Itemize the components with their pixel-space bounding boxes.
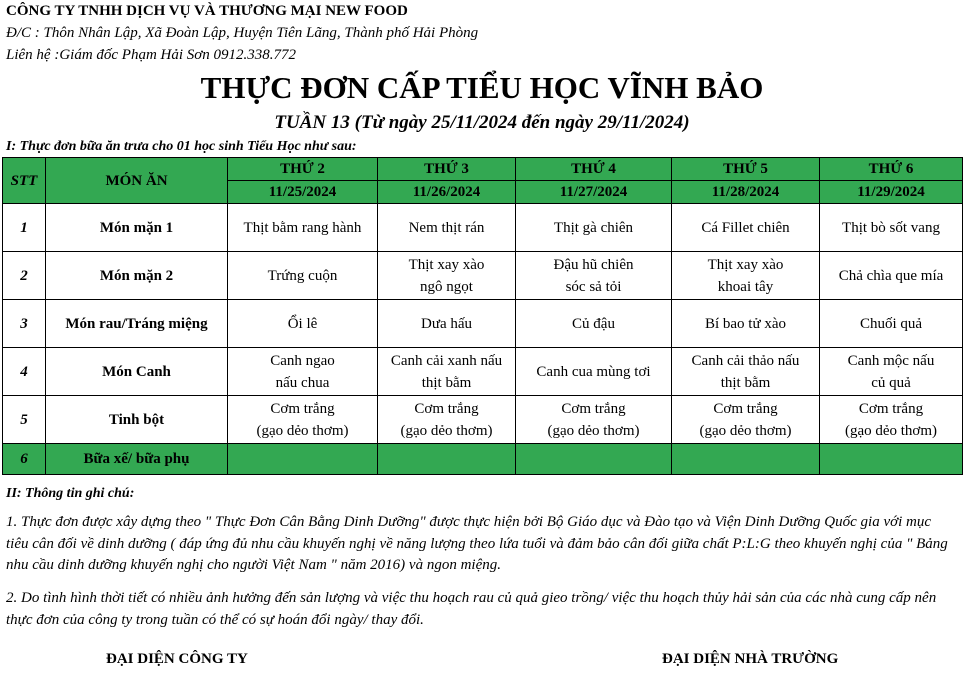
note-paragraph: 2. Do tình hình thời tiết có nhiều ảnh hưởng đến sản lượng và việc thu hoạch rau củ quả gieo trồng/ việc thu hoạch thủy hải sản của các nhà cung cấp nên thực đơn của công ty trong tuần có thể có sự hoán đổi ngày/ thay đổi. bbox=[6, 590, 937, 628]
menu-cell: Cơm trắng (gạo dẻo thơm) bbox=[516, 396, 672, 444]
menu-cell: Cá Fillet chiên bbox=[672, 204, 820, 252]
menu-cell: Đậu hũ chiên sóc sả tỏi bbox=[516, 252, 672, 300]
signature-company: ĐẠI DIỆN CÔNG TY bbox=[106, 651, 248, 667]
company-name: CÔNG TY TNHH DỊCH VỤ VÀ THƯƠNG MẠI NEW FOOD bbox=[6, 3, 408, 19]
menu-cell: Nem thịt rán bbox=[378, 204, 516, 252]
menu-cell: Thịt gà chiên bbox=[516, 204, 672, 252]
menu-cell: Trứng cuộn bbox=[228, 252, 378, 300]
table-row bbox=[3, 204, 963, 252]
menu-cell bbox=[228, 444, 378, 475]
menu-cell: Chuối quả bbox=[820, 300, 963, 348]
day-header: THỨ 3 bbox=[378, 158, 516, 181]
dish-category: Món rau/Tráng miệng bbox=[46, 300, 228, 348]
company-contact: Liên hệ :Giám đốc Phạm Hải Sơn 0912.338.772 bbox=[6, 47, 297, 63]
dish-category: Món Canh bbox=[46, 348, 228, 396]
dish-header: MÓN ĂN bbox=[46, 158, 228, 204]
menu-cell: Chả chìa que mía bbox=[820, 252, 963, 300]
row-number: 4 bbox=[3, 348, 46, 396]
menu-cell: Thịt xay xào khoai tây bbox=[672, 252, 820, 300]
menu-cell: Dưa hấu bbox=[378, 300, 516, 348]
day-header: THỨ 4 bbox=[516, 158, 672, 181]
section-heading-menu: I: Thực đơn bữa ăn trưa cho 01 học sinh Tiểu Học như sau: bbox=[6, 139, 357, 154]
menu-cell: Thịt bò sốt vang bbox=[820, 204, 963, 252]
signature-school: ĐẠI DIỆN NHÀ TRƯỜNG bbox=[662, 651, 839, 667]
menu-cell: Canh cải xanh nấu thịt bằm bbox=[378, 348, 516, 396]
table-row bbox=[3, 444, 963, 475]
menu-cell: Cơm trắng (gạo dẻo thơm) bbox=[820, 396, 963, 444]
menu-cell bbox=[378, 444, 516, 475]
row-number: 2 bbox=[3, 252, 46, 300]
stt-header: STT bbox=[3, 158, 46, 204]
menu-table bbox=[2, 157, 963, 475]
day-header: THỨ 6 bbox=[820, 158, 963, 181]
menu-cell: Cơm trắng (gạo dẻo thơm) bbox=[378, 396, 516, 444]
dish-category: Tinh bột bbox=[46, 396, 228, 444]
menu-cell bbox=[516, 444, 672, 475]
row-number: 5 bbox=[3, 396, 46, 444]
menu-cell: Củ đậu bbox=[516, 300, 672, 348]
menu-cell: Canh ngao nấu chua bbox=[228, 348, 378, 396]
menu-cell: Canh cua mùng tơi bbox=[516, 348, 672, 396]
day-header: THỨ 2 bbox=[228, 158, 378, 181]
date-header: 11/25/2024 bbox=[228, 181, 378, 204]
menu-cell: Thịt xay xào ngô ngọt bbox=[378, 252, 516, 300]
menu-cell: Canh mộc nấu củ quả bbox=[820, 348, 963, 396]
day-header: THỨ 5 bbox=[672, 158, 820, 181]
date-header: 11/26/2024 bbox=[378, 181, 516, 204]
row-number: 1 bbox=[3, 204, 46, 252]
dish-category: Món mặn 2 bbox=[46, 252, 228, 300]
menu-cell bbox=[672, 444, 820, 475]
menu-cell: Cơm trắng (gạo dẻo thơm) bbox=[228, 396, 378, 444]
section-heading-notes: II: Thông tin ghi chú: bbox=[6, 486, 135, 501]
dish-category: Bữa xế/ bữa phụ bbox=[46, 444, 228, 475]
document-title: THỰC ĐƠN CẤP TIỂU HỌC VĨNH BẢO bbox=[200, 70, 764, 105]
menu-cell: Thịt bằm rang hành bbox=[228, 204, 378, 252]
table-row bbox=[3, 396, 963, 444]
menu-cell: Ổi lê bbox=[228, 300, 378, 348]
menu-cell: Bí bao tử xào bbox=[672, 300, 820, 348]
note-paragraph: 1. Thực đơn được xây dựng theo " Thực Đơn Cân Bằng Dinh Dưỡng" được thực hiện bởi Bộ Giáo dục và Đào tạo và Viện Dinh Dưỡng Quốc gia với mục tiêu cân đối về dinh dưỡng ( đáp ứng đủ nhu cầu khuyến nghị về năng lượng theo lứa tuổi và đảm bảo cân đối giữa chất P:L:G theo khuyến nghị của " Bảng nhu cầu dinh dưỡng khuyến nghị cho người Việt Nam " năm 2016) và ngon miệng. bbox=[6, 514, 948, 573]
table-row bbox=[3, 300, 963, 348]
date-header: 11/28/2024 bbox=[672, 181, 820, 204]
menu-cell: Cơm trắng (gạo dẻo thơm) bbox=[672, 396, 820, 444]
menu-cell: Canh cải thảo nấu thịt bằm bbox=[672, 348, 820, 396]
date-header: 11/29/2024 bbox=[820, 181, 963, 204]
document-subtitle: TUẦN 13 (Từ ngày 25/11/2024 đến ngày 29/11/2024) bbox=[274, 112, 690, 133]
table-row bbox=[3, 348, 963, 396]
company-address: Đ/C : Thôn Nhân Lập, Xã Đoàn Lập, Huyện Tiên Lãng, Thành phố Hải Phòng bbox=[6, 25, 479, 41]
dish-category: Món mặn 1 bbox=[46, 204, 228, 252]
menu-cell bbox=[820, 444, 963, 475]
date-header: 11/27/2024 bbox=[516, 181, 672, 204]
row-number: 6 bbox=[3, 444, 46, 475]
table-row bbox=[3, 252, 963, 300]
row-number: 3 bbox=[3, 300, 46, 348]
